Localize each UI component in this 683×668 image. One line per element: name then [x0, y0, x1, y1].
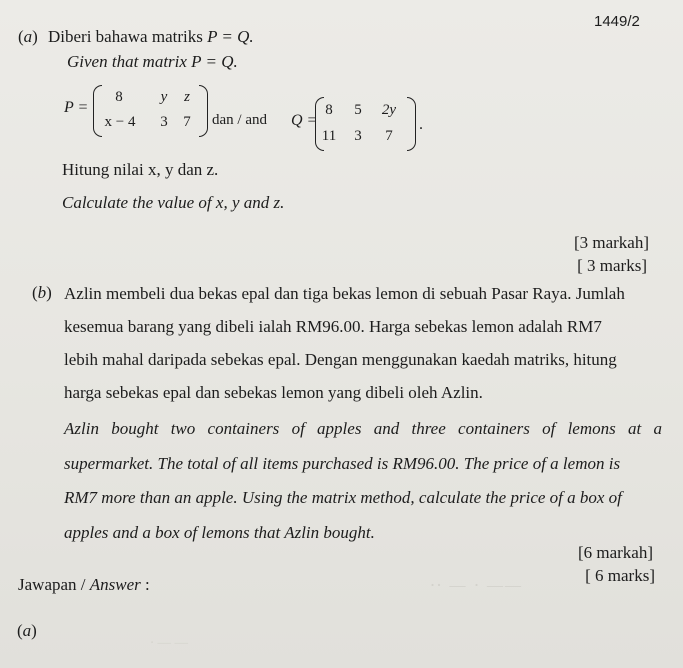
- matrix-p-cell-13: z: [184, 89, 190, 105]
- matrix-q-period: .: [419, 116, 423, 133]
- english-given-text: Given that matrix: [67, 52, 187, 71]
- equation-pq-english: P = Q.: [191, 52, 238, 71]
- malay-line: lebih mahal daripada sebekas epal. Dengan menggunakan kaedah matriks, hitung: [64, 350, 617, 369]
- malay-line: Azlin membeli dua bekas epal dan tiga bekas lemon di sebuah Pasar Raya. Jumlah: [64, 284, 625, 303]
- english-line: apples and a box of lemons that Azlin bought.: [64, 522, 375, 542]
- matrix-p-right-bracket: [199, 85, 208, 137]
- paper-code: 1449/2: [594, 13, 640, 30]
- part-a-label: (a): [18, 27, 38, 46]
- matrix-q-cell-21: 11: [321, 128, 337, 144]
- matrix-q: [315, 95, 419, 153]
- answer-part-a-label: (a): [17, 621, 37, 640]
- matrix-p-cell-22: 3: [160, 114, 168, 130]
- matrix-q-right-bracket: [407, 97, 416, 151]
- matrix-p-cell-11: 8: [115, 89, 123, 105]
- malay-line: kesemua barang yang dibeli ialah RM96.00. Harga sebekas lemon adalah RM7: [64, 317, 602, 336]
- part-a-english-task: Calculate the value of x, y and z.: [62, 193, 285, 212]
- english-line: supermarket. The total of all items purchased is RM96.00. The price of a lemon is: [64, 453, 621, 473]
- part-b-marks-malay: [6 markah]: [577, 543, 653, 562]
- english-line: Azlin bought two containers of apples and three containers of lemons at a: [64, 419, 662, 438]
- part-b-label: (b): [32, 283, 52, 302]
- malay-given-text: Diberi bahawa matriks: [48, 27, 203, 46]
- english-line: RM7 more than an apple. Using the matrix method, calculate the price of a box of: [64, 488, 622, 507]
- part-a-malay-given: [48, 27, 254, 47]
- equation-pq-malay: P = Q.: [207, 27, 254, 46]
- matrix-p-cell-21: x − 4: [104, 114, 136, 130]
- show-through-marks: ·· — · ——: [430, 575, 524, 595]
- show-through-scribble: · — —: [150, 635, 188, 651]
- matrix-q-cell-11: 8: [325, 102, 333, 118]
- matrix-p-label: P =: [64, 99, 89, 116]
- matrix-q-cell-23: 7: [385, 128, 393, 144]
- matrix-q-cell-12: 5: [354, 102, 362, 118]
- part-b-english-paragraph: [64, 412, 662, 550]
- part-a-marks-malay: [3 markah]: [573, 233, 649, 252]
- matrix-p-cell-23: 7: [183, 114, 191, 130]
- matrix-q-cell-22: 3: [354, 128, 362, 144]
- matrix-p: [93, 83, 209, 139]
- matrix-q-cell-13: 2y: [381, 102, 397, 118]
- connector-dan-and: dan / and: [212, 112, 267, 128]
- part-b-marks-english: [ 6 marks]: [585, 566, 655, 585]
- part-b-malay-paragraph: [64, 277, 625, 409]
- matrix-p-cell-12: y: [160, 89, 168, 105]
- part-a-english-given: [67, 52, 238, 72]
- part-a-marks-english: [ 3 marks]: [577, 256, 647, 275]
- malay-line: harga sebekas epal dan sebekas lemon yang dibeli oleh Azlin.: [64, 383, 483, 402]
- part-a-malay-task: Hitung nilai x, y dan z.: [62, 160, 219, 179]
- answer-heading: Jawapan / Answer :: [18, 575, 150, 594]
- matrix-q-label: Q =: [291, 112, 318, 129]
